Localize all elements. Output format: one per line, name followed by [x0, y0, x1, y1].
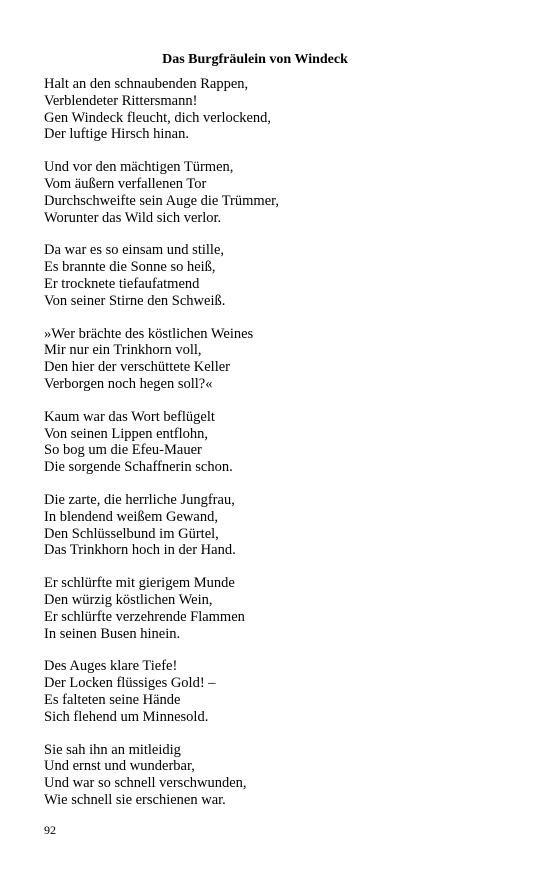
poem-line: Kaum war das Wort beflügelt [44, 408, 215, 425]
stanza [44, 326, 514, 393]
poem-line: Verborgen noch hegen soll?« [44, 375, 213, 392]
poem-line: Von seiner Stirne den Schweiß. [44, 292, 226, 309]
poem-line: Den würzig köstlichen Wein, [44, 591, 213, 608]
poem-line: Vom äußern verfallenen Tor [44, 175, 207, 192]
poem-line: Mir nur ein Trinkhorn voll, [44, 342, 202, 359]
stanza [44, 658, 514, 725]
poem-body [44, 76, 514, 825]
poem-line: Und vor den mächtigen Türmen, [44, 159, 234, 176]
poem-line: Des Auges klare Tiefe! [44, 658, 178, 675]
poem-line: Der luftige Hirsch hinan. [44, 126, 189, 143]
page-number: 92 [44, 823, 56, 837]
poem-line: Von seinen Lippen entflohn, [44, 425, 209, 442]
poem-line: Es falteten seine Hände [44, 691, 181, 708]
poem-line: So bog um die Efeu-Mauer [44, 442, 202, 459]
poem-line: Der Locken flüssiges Gold! – [44, 675, 216, 692]
poem-line: Es brannte die Sonne so heiß, [44, 259, 216, 276]
poem-line: Wie schnell sie erschienen war. [44, 791, 226, 808]
poem-line: Den Schlüsselbund im Gürtel, [44, 525, 219, 542]
poem-line: Die zarte, die herrliche Jungfrau, [44, 491, 235, 508]
poem-line: Sich flehend um Minnesold. [44, 708, 209, 725]
poem-line: Da war es so einsam und stille, [44, 242, 225, 259]
stanza [44, 76, 514, 143]
poem-line: Und ernst und wunderbar, [44, 758, 195, 775]
poem-line: Den hier der verschüttete Keller [44, 359, 230, 376]
poem-line: In seinen Busen hinein. [44, 625, 181, 642]
poem-line: Er trocknete tiefaufatmend [44, 275, 200, 292]
poem-line: Verblendeter Rittersmann! [44, 92, 198, 109]
poem-line: In blendend weißem Gewand, [44, 508, 218, 525]
stanza [44, 409, 514, 476]
stanza [44, 575, 514, 642]
poem-line: Worunter das Wild sich verlor. [44, 209, 222, 226]
poem-line: Halt an den schnaubenden Rappen, [44, 76, 249, 92]
poem-line: »Wer brächte des köstlichen Weines [44, 325, 254, 342]
stanza [44, 159, 514, 226]
poem-line: Sie sah ihn an mitleidig [44, 741, 181, 758]
stanza [44, 242, 514, 309]
poem-line: Er schlürfte verzehrende Flammen [44, 608, 245, 625]
poem-line: Gen Windeck fleucht, dich verlockend, [44, 109, 272, 126]
poem-line: Durchschweifte sein Auge die Trümmer, [44, 192, 280, 209]
poem-title: Das Burgfräulein von Windeck [162, 52, 348, 67]
stanza [44, 492, 514, 559]
poem-line: Die sorgende Schaffnerin schon. [44, 459, 233, 476]
poem-line: Er schlürfte mit gierigem Munde [44, 575, 235, 592]
poem-line: Das Trinkhorn hoch in der Hand. [44, 542, 236, 559]
poem-line: Und war so schnell verschwunden, [44, 775, 247, 792]
stanza [44, 742, 514, 809]
